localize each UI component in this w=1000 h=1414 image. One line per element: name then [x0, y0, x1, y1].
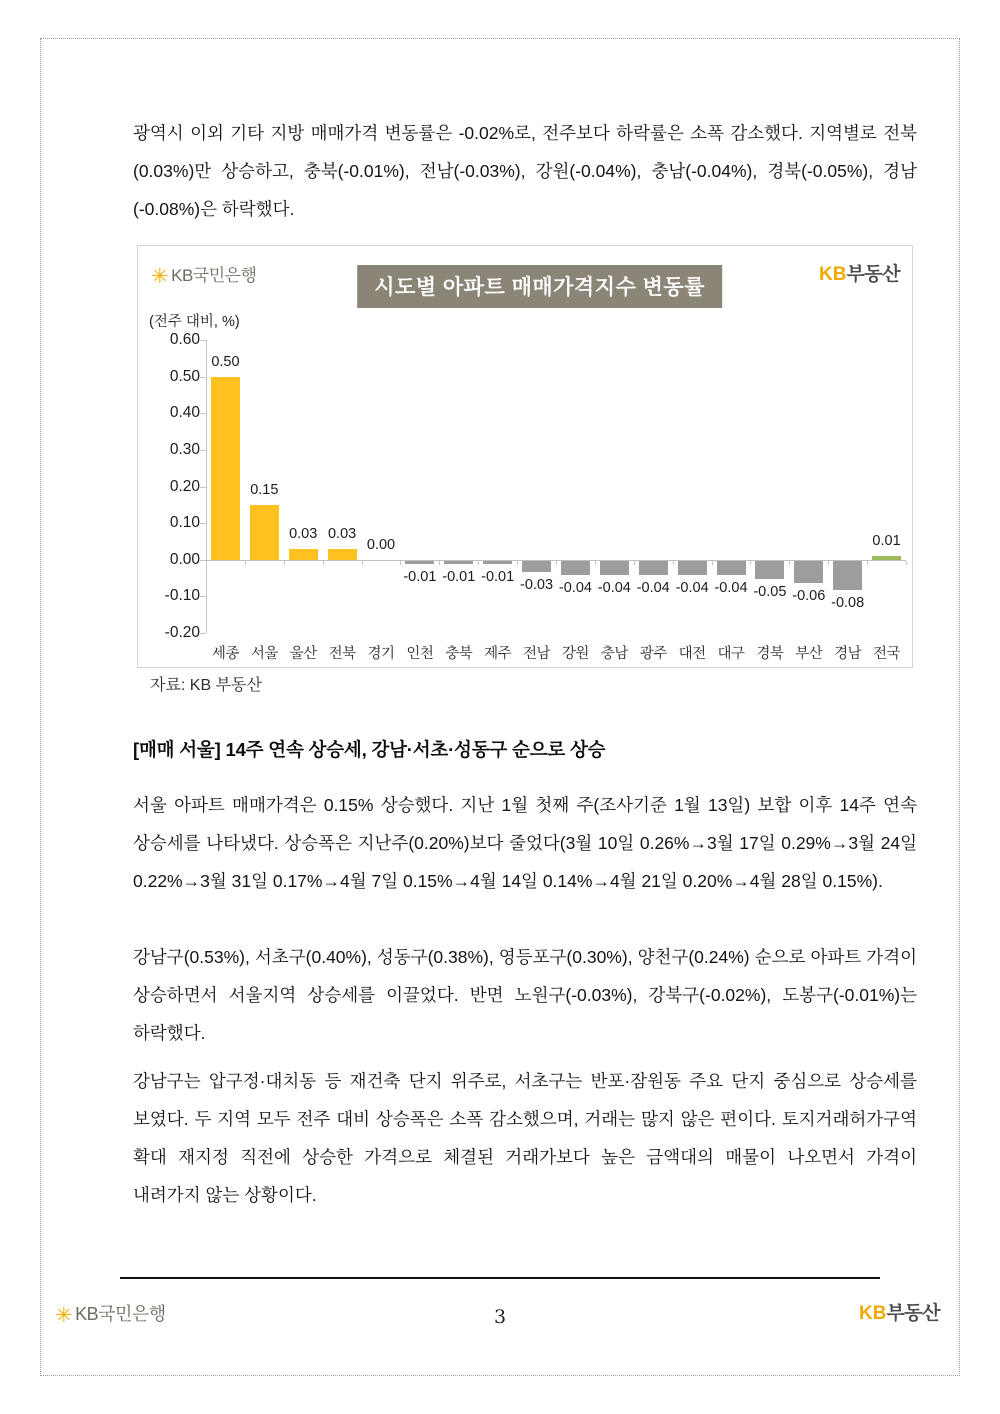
footer-kb-bank-logo-text: KB국민은행: [75, 1304, 166, 1324]
bar-value-label: -0.01: [442, 569, 476, 586]
bar-세종: [211, 377, 240, 560]
x-axis-tick: [284, 561, 285, 565]
x-axis-category-label: 강원: [561, 646, 589, 662]
x-axis-tick: [439, 561, 440, 565]
bar-value-label: -0.08: [831, 595, 865, 612]
x-axis-category-label: 서울: [250, 646, 278, 662]
kb-bank-logo: [151, 261, 256, 289]
bar-value-label: -0.04: [675, 580, 709, 597]
x-axis-category-label: 제주: [484, 646, 512, 662]
kb-star-icon: ✳: [151, 265, 169, 288]
page-number: 3: [493, 1306, 507, 1328]
y-axis-tick: [200, 377, 206, 378]
x-axis-tick: [867, 561, 868, 565]
bar-value-label: -0.04: [597, 580, 631, 597]
bar-value-label: -0.04: [636, 580, 670, 597]
bar-value-label: -0.05: [753, 584, 787, 601]
bar-전남: [522, 561, 551, 572]
bar-충남: [600, 561, 629, 576]
x-axis-tick: [478, 561, 479, 565]
kb-realestate-logo: [819, 259, 900, 286]
bar-서울: [250, 505, 279, 560]
kb-star-icon: ✳: [55, 1304, 73, 1327]
bar-인천: [405, 561, 434, 565]
y-axis-line: [206, 340, 207, 633]
body-paragraph: 강남구(0.53%), 서초구(0.40%), 성동구(0.38%), 영등포구(0.30%), 양천구(0.24%) 순으로 아파트 가격이 상승하면서 서울지역 상승세를 이끌었다. 반면 노원구(-0.03%), 강북구(-0.02%), 도봉구(-0.01%)는 하락했다.: [133, 947, 917, 1043]
y-axis-tick-label: 0.30: [169, 440, 200, 458]
y-axis-tick: [200, 596, 206, 597]
y-axis-tick-label: 0.40: [169, 404, 200, 422]
y-axis-tick-label: 0.00: [169, 550, 200, 568]
x-axis-category-label: 세종: [211, 646, 239, 662]
body-paragraph: 강남구는 압구정·대치동 등 재건축 단지 위주로, 서초구는 반포·잠원동 주요 단지 중심으로 상승세를 보였다. 두 지역 모두 전주 대비 상승폭은 소폭 감소했으며, 거래는 많지 않은 편이다. 토지거래허가구역 확대 재지정 직전에 상승한 가격으로 체결된 거래가보다 높은 금액대의 매물이 나오면서 가격이 내려가지 않는 상황이다.: [133, 1071, 917, 1205]
y-axis-tick-label: 0.10: [169, 514, 200, 532]
x-axis-category-label: 경북: [756, 646, 784, 662]
y-axis-tick-label: 0.20: [169, 477, 200, 495]
x-axis-category-label: 경남: [834, 646, 862, 662]
intro-paragraph: 광역시 이외 기타 지방 매매가격 변동률은 -0.02%로, 전주보다 하락률은 소폭 감소했다. 지역별로 전북(0.03%)만 상승하고, 충북(-0.01%), 전남(-0.03%), 강원(-0.04%), 충남(-0.04%), 경북(-0.05%), 경남(-0.08%)은 하락했다.: [133, 123, 917, 219]
x-axis-tick: [323, 561, 324, 565]
x-axis-category-label: 광주: [639, 646, 667, 662]
x-axis-tick: [517, 561, 518, 565]
x-axis-tick: [673, 561, 674, 565]
x-axis-category-label: 경기: [367, 646, 395, 662]
bar-value-label: 0.03: [289, 525, 318, 542]
x-axis-tick: [556, 561, 557, 565]
y-axis-tick: [200, 633, 206, 634]
bar-부산: [794, 561, 823, 583]
x-axis-tick: [245, 561, 246, 565]
bar-value-label: 0.00: [366, 536, 396, 553]
bar-value-label: -0.03: [520, 576, 554, 593]
body-paragraph: 서울 아파트 매매가격은 0.15% 상승했다. 지난 1월 첫째 주(조사기준 1월 13일) 보합 이후 14주 연속 상승세를 나타냈다. 상승폭은 지난주(0.20%)보다 줄었다(3월 10일 0.26%→3월 17일 0.29%→3월 24일 0.22%→3월 31일 0.17%→4월 7일 0.15%→4월 14일 0.14%→4월 21일 0.20%→4월 28일 0.15%).: [133, 795, 917, 891]
y-axis-tick: [200, 487, 206, 488]
bar-value-label: -0.04: [714, 580, 748, 597]
bar-경남: [833, 561, 862, 590]
x-axis-tick: [789, 561, 790, 565]
bar-value-label: 0.15: [250, 481, 279, 498]
y-axis-tick: [200, 523, 206, 524]
chart-title: 시도별 아파트 매매가격지수 변동률: [357, 265, 722, 308]
y-axis-tick-label: -0.20: [164, 624, 200, 641]
x-axis-category-label: 인천: [406, 646, 434, 662]
y-axis-tick-label: -0.10: [164, 587, 200, 605]
x-axis-tick: [634, 561, 635, 565]
bar-강원: [561, 561, 590, 576]
footer-divider: [120, 1277, 880, 1279]
bar-value-label: -0.01: [481, 569, 515, 586]
bar-충북: [444, 561, 473, 565]
x-axis-category-label: 전북: [328, 646, 356, 662]
bar-value-label: 0.50: [211, 353, 240, 370]
x-axis-tick: [750, 561, 751, 565]
x-axis-tick: [362, 561, 363, 565]
bar-value-label: -0.01: [403, 569, 437, 586]
kb-realestate-logo-text: 부동산: [846, 264, 900, 285]
x-axis-category-label: 충북: [445, 646, 473, 662]
bar-value-label: 0.03: [327, 525, 357, 542]
x-axis-category-label: 충남: [600, 646, 628, 662]
y-axis-tick-label: 0.60: [169, 331, 200, 348]
x-axis-tick: [906, 561, 907, 565]
x-axis-category-label: 대전: [678, 646, 706, 662]
bar-value-label: -0.06: [792, 587, 826, 604]
x-axis-category-label: 전남: [523, 646, 551, 662]
x-axis-category-label: 울산: [289, 646, 317, 662]
bar-전국: [872, 556, 901, 560]
bar-제주: [483, 561, 512, 565]
x-axis-tick: [828, 561, 829, 565]
chart-panel: [137, 245, 913, 668]
chart-unit-label: (전주 대비, %): [149, 314, 240, 330]
bar-chart-plot-area: [164, 331, 906, 662]
bar-value-label: -0.04: [558, 580, 592, 597]
bar-전북: [328, 549, 357, 560]
x-axis-category-label: 대구: [717, 646, 745, 662]
footer-kb-realestate-logo-kb: KB: [858, 1303, 887, 1324]
y-axis-tick: [200, 340, 206, 341]
bar-광주: [639, 561, 668, 576]
x-axis-tick: [595, 561, 596, 565]
x-axis-tick: [400, 561, 401, 565]
bar-대구: [717, 561, 746, 576]
section-heading: [매매 서울] 14주 연속 상승세, 강남·서초·성동구 순으로 상승: [133, 739, 606, 760]
bar-value-label: 0.01: [872, 533, 901, 550]
kb-realestate-logo-kb: KB: [818, 264, 847, 285]
kb-bank-logo-text: KB국민은행: [171, 266, 257, 285]
bar-경북: [755, 561, 784, 579]
x-axis-category-label: 전국: [873, 646, 901, 662]
footer-kb-realestate-logo-text: 부동산: [886, 1303, 940, 1324]
bar-울산: [289, 549, 318, 560]
chart-source: 자료: KB 부동산: [150, 677, 262, 694]
bar-대전: [678, 561, 707, 576]
x-axis-tick: [206, 561, 207, 565]
y-axis-tick: [200, 413, 206, 414]
y-axis-tick-label: 0.50: [169, 367, 200, 385]
x-axis-category-label: 부산: [795, 646, 823, 662]
x-axis-tick: [712, 561, 713, 565]
y-axis-tick: [200, 450, 206, 451]
footer-kb-realestate-logo: [859, 1298, 940, 1325]
